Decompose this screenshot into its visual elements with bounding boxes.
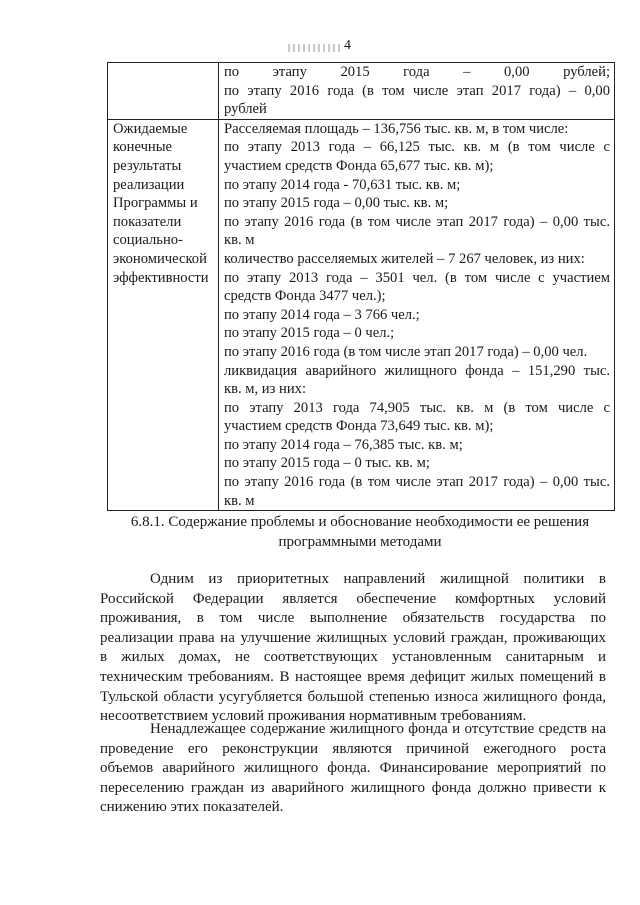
table-value-line: по этапу 2015 года – 0,00 тыс. кв. м; [224,195,449,212]
table-label-line: реализации [113,176,185,193]
paragraph-line: в жилых домах, не соответствующих установленным санитарным и [100,649,606,666]
table-value-line: кв. м [224,232,255,249]
paragraph-line: Одним из приоритетных направлений жилищной политики в [150,571,606,587]
table-label-line: результаты [113,157,182,174]
paragraph-line: реализации права на улучшение жилищных условий граждан, проживающих [100,629,606,646]
table-cell-label [108,119,219,510]
table-row [108,63,615,120]
body-paragraph [100,570,606,727]
paragraph-line: снижению этих показателей. [100,799,284,816]
paragraph-line: несоответствием условий проживания нормативным требованиям. [100,708,527,725]
table-value-line: ликвидация аварийного жилищного фонда – 151,290 тыс. [224,362,610,379]
scan-artifact [288,44,342,52]
table-label-line: эффективности [113,269,209,286]
table-label-line: экономической [113,250,207,267]
section-heading-line: программными методами [278,534,442,550]
table-value-line: по этапу 2013 года – 3501 чел. (в том числе с участием [224,269,610,286]
table-value-line: по этапу 2014 года – 3 766 чел.; [224,306,420,323]
table-label-line: социально- [113,232,183,249]
table-value-line: рублей [224,101,267,118]
table-value-line: количество расселяемых жителей – 7 267 человек, из них: [224,250,585,267]
table-value-line: по этапу 2016 года (в том числе этап 2017 года) – 0,00 [224,82,610,99]
table-value-line: кв. м [224,492,255,509]
table-value-line: участием средств Фонда 65,677 тыс. кв. м); [224,157,494,174]
table-label-line: конечные [113,139,173,156]
table-value-line: средств Фонда 3477 чел.); [224,288,386,305]
table-cell-value [219,119,615,510]
table-value-line: по этапу 2016 года (в том числе этап 2017 года) – 0,00 тыс. [224,213,610,230]
table-label-line: показатели [113,213,182,230]
paragraph-line: проведение его реконструкции являются причиной ежегодного роста [100,740,606,757]
table-value-line: по этапу 2015 года – 0 тыс. кв. м; [224,455,430,472]
paragraph-line: проживания, в том числе выполнение обязательств государства по [100,610,606,627]
table-label-line: Программы и [113,195,198,212]
paragraph-line: Тульской области усугубляется большой степенью износа жилищного фонда, [100,688,606,705]
table-value-line: по этапу 2013 года – 66,125 тыс. кв. м (в том числе с [224,139,610,156]
table-value-line: по этапу 2014 года – 76,385 тыс. кв. м; [224,436,463,453]
paragraph-line: переселению граждан из аварийного жилищного фонда должно привести к [100,779,606,796]
table-value-line: по этапу 2015 года – 0 чел.; [224,325,395,342]
paragraph-line: Российской Федерации является обеспечение комфортных условий [100,590,606,607]
table-value-line: Расселяемая площадь – 136,756 тыс. кв. м, в том числе: [224,120,569,137]
paragraph-line: техническим требованиям. В настоящее время дефицит жилых помещений в [100,668,606,685]
table-value-line: по этапу 2013 года 74,905 тыс. кв. м (в том числе с [224,399,610,416]
table-cell-label [108,63,219,120]
program-passport-table [107,62,615,511]
table-value-line: по этапу 2014 года - 70,631 тыс. кв. м; [224,176,461,193]
table-cell-value [219,63,615,120]
table-value-line: кв. м, из них: [224,381,307,398]
table-value-line: участием средств Фонда 73,649 тыс. кв. м); [224,418,494,435]
table-value-line: по этапу 2016 года (в том числе этап 2017 года) – 0,00 тыс. [224,474,610,491]
table-value-line: по этапу 2016 года (в том числе этап 2017 года) – 0,00 чел. [224,343,588,360]
table-value-line: по этапу 2015 года – 0,00 рублей; [224,64,610,80]
section-heading [100,512,620,552]
body-paragraph [100,720,606,818]
table-row [108,119,615,510]
paragraph-line: объемов аварийного жилищного фонда. Финансирование мероприятий по [100,760,606,777]
section-heading-line: 6.8.1. Содержание проблемы и обоснование необходимости ее решения [130,514,590,530]
paragraph-line: Ненадлежащее содержание жилищного фонда и отсутствие средств на [150,721,606,737]
page-number: 4 [344,38,351,53]
table-label-line: Ожидаемые [113,120,188,137]
